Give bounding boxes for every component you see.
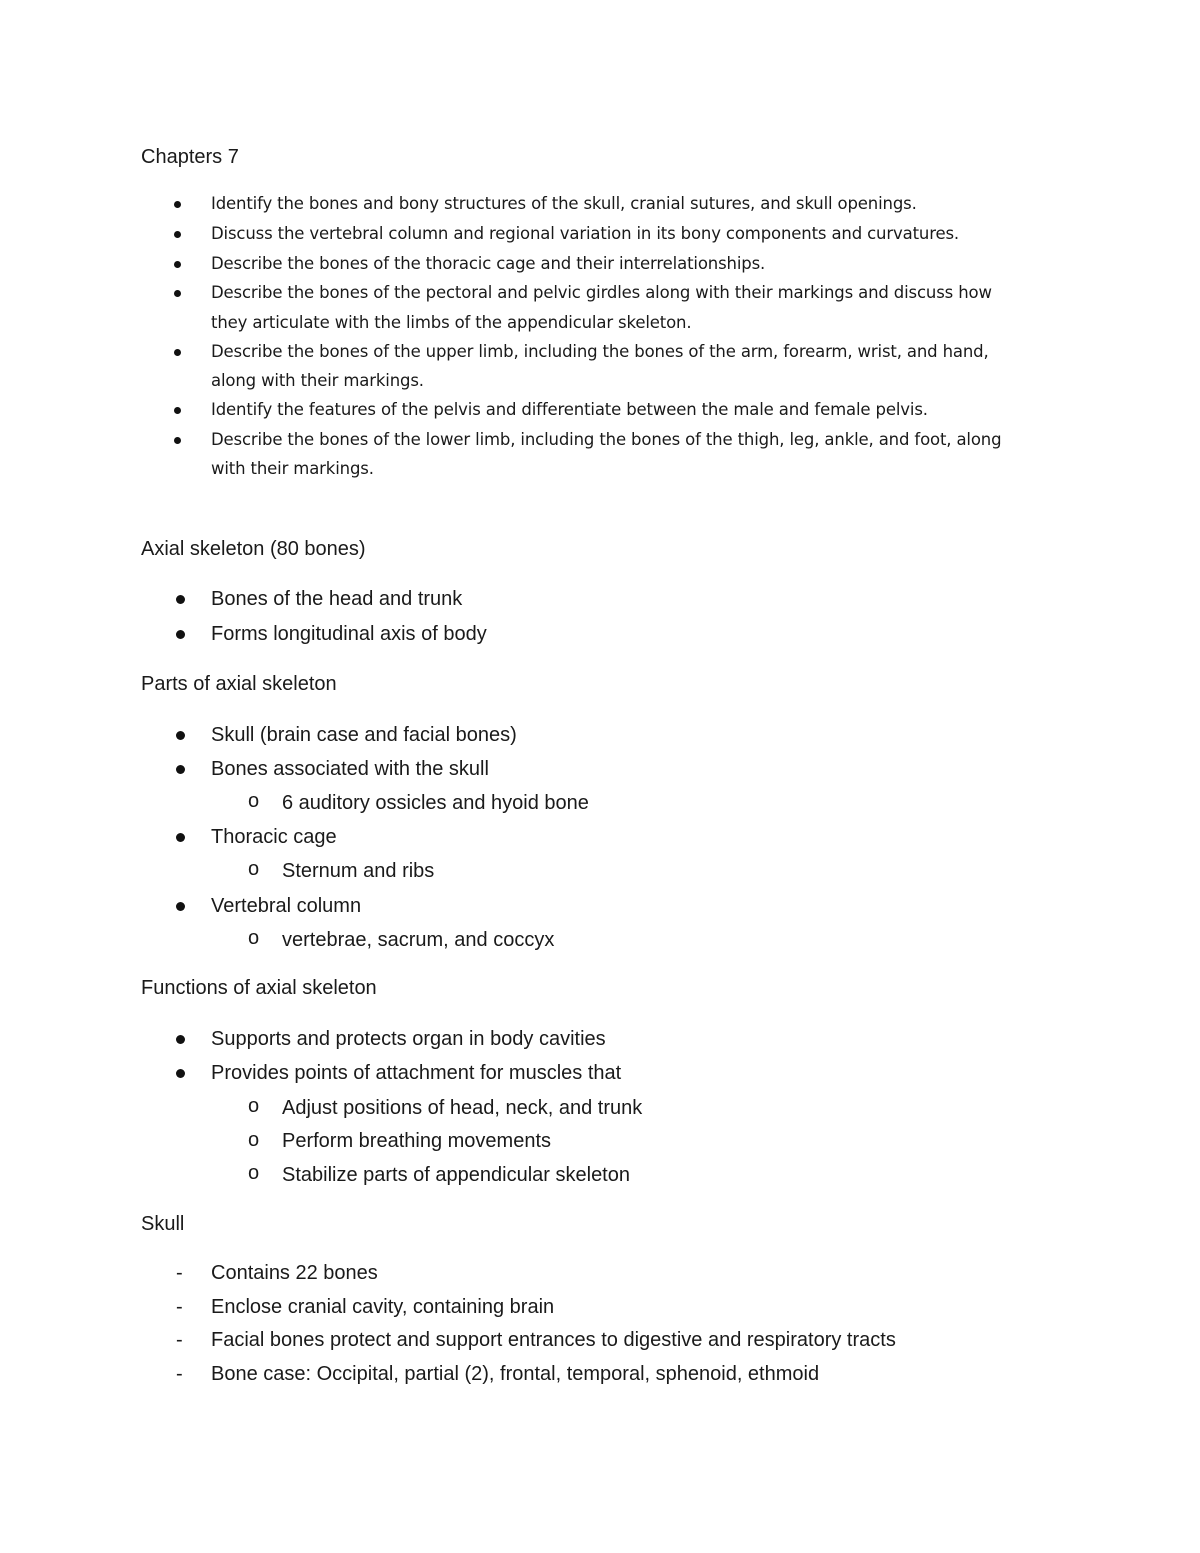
list-item: Vertebral column: [211, 895, 362, 917]
list-item: Discuss the vertebral column and regional variation in its bony components and curvatures.: [211, 224, 960, 243]
list-subitem: Adjust positions of head, neck, and trunk: [282, 1097, 643, 1119]
list-item: Enclose cranial cavity, containing brain: [211, 1296, 555, 1318]
list-item: Thoracic cage: [211, 826, 337, 848]
list-item-continuation: with their markings.: [211, 459, 374, 478]
bullet-icon: [174, 290, 181, 297]
list-subitem: Stabilize parts of appendicular skeleton: [282, 1164, 630, 1186]
list-item: Describe the bones of the upper limb, including the bones of the arm, forearm, wrist, and hand,: [211, 342, 989, 361]
sub-bullet-icon: o: [248, 790, 260, 812]
list-item: Skull (brain case and facial bones): [211, 724, 517, 746]
list-item: Identify the bones and bony structures of the skull, cranial sutures, and skull openings.: [211, 194, 917, 213]
list-item: Facial bones protect and support entrances to digestive and respiratory tracts: [211, 1329, 896, 1351]
bullet-icon: [174, 201, 181, 208]
list-item: Describe the bones of the thoracic cage and their interrelationships.: [211, 254, 766, 273]
list-item-continuation: they articulate with the limbs of the appendicular skeleton.: [211, 313, 692, 332]
list-item: Bone case: Occipital, partial (2), frontal, temporal, sphenoid, ethmoid: [211, 1363, 820, 1385]
bullet-icon: [176, 902, 185, 911]
parts-heading: Parts of axial skeleton: [141, 673, 337, 695]
skull-heading: Skull: [141, 1213, 185, 1235]
list-item: Describe the bones of the pectoral and pelvic girdles along with their markings and discuss how: [211, 283, 992, 302]
functions-heading: Functions of axial skeleton: [141, 977, 377, 999]
list-subitem: Perform breathing movements: [282, 1130, 552, 1152]
list-item-continuation: along with their markings.: [211, 371, 424, 390]
list-subitem: Sternum and ribs: [282, 860, 435, 882]
bullet-icon: [174, 437, 181, 444]
sub-bullet-icon: o: [248, 1162, 260, 1184]
bullet-icon: [174, 231, 181, 238]
list-item: Bones associated with the skull: [211, 758, 489, 780]
bullet-icon: [176, 595, 185, 604]
sub-bullet-icon: o: [248, 858, 260, 880]
dash-bullet-icon: -: [176, 1363, 183, 1385]
list-item: Provides points of attachment for muscles that: [211, 1062, 622, 1084]
bullet-icon: [174, 349, 181, 356]
bullet-icon: [174, 407, 181, 414]
list-subitem: 6 auditory ossicles and hyoid bone: [282, 792, 589, 814]
bullet-icon: [176, 833, 185, 842]
list-item: Supports and protects organ in body cavities: [211, 1028, 606, 1050]
chapters-heading: Chapters 7: [141, 146, 239, 168]
sub-bullet-icon: o: [248, 1129, 260, 1151]
bullet-icon: [176, 1035, 185, 1044]
dash-bullet-icon: -: [176, 1296, 183, 1318]
dash-bullet-icon: -: [176, 1262, 183, 1284]
bullet-icon: [176, 630, 185, 639]
list-item: Contains 22 bones: [211, 1262, 378, 1284]
list-item: Bones of the head and trunk: [211, 588, 463, 610]
axial-heading: Axial skeleton (80 bones): [141, 538, 366, 560]
bullet-icon: [174, 261, 181, 268]
list-item: Describe the bones of the lower limb, including the bones of the thigh, leg, ankle, and foot, along: [211, 430, 1002, 449]
list-item: Identify the features of the pelvis and differentiate between the male and female pelvis.: [211, 400, 928, 419]
list-subitem: vertebrae, sacrum, and coccyx: [282, 929, 555, 951]
bullet-icon: [176, 1069, 185, 1078]
list-item: Forms longitudinal axis of body: [211, 623, 487, 645]
bullet-icon: [176, 765, 185, 774]
sub-bullet-icon: o: [248, 927, 260, 949]
sub-bullet-icon: o: [248, 1095, 260, 1117]
bullet-icon: [176, 731, 185, 740]
dash-bullet-icon: -: [176, 1329, 183, 1351]
